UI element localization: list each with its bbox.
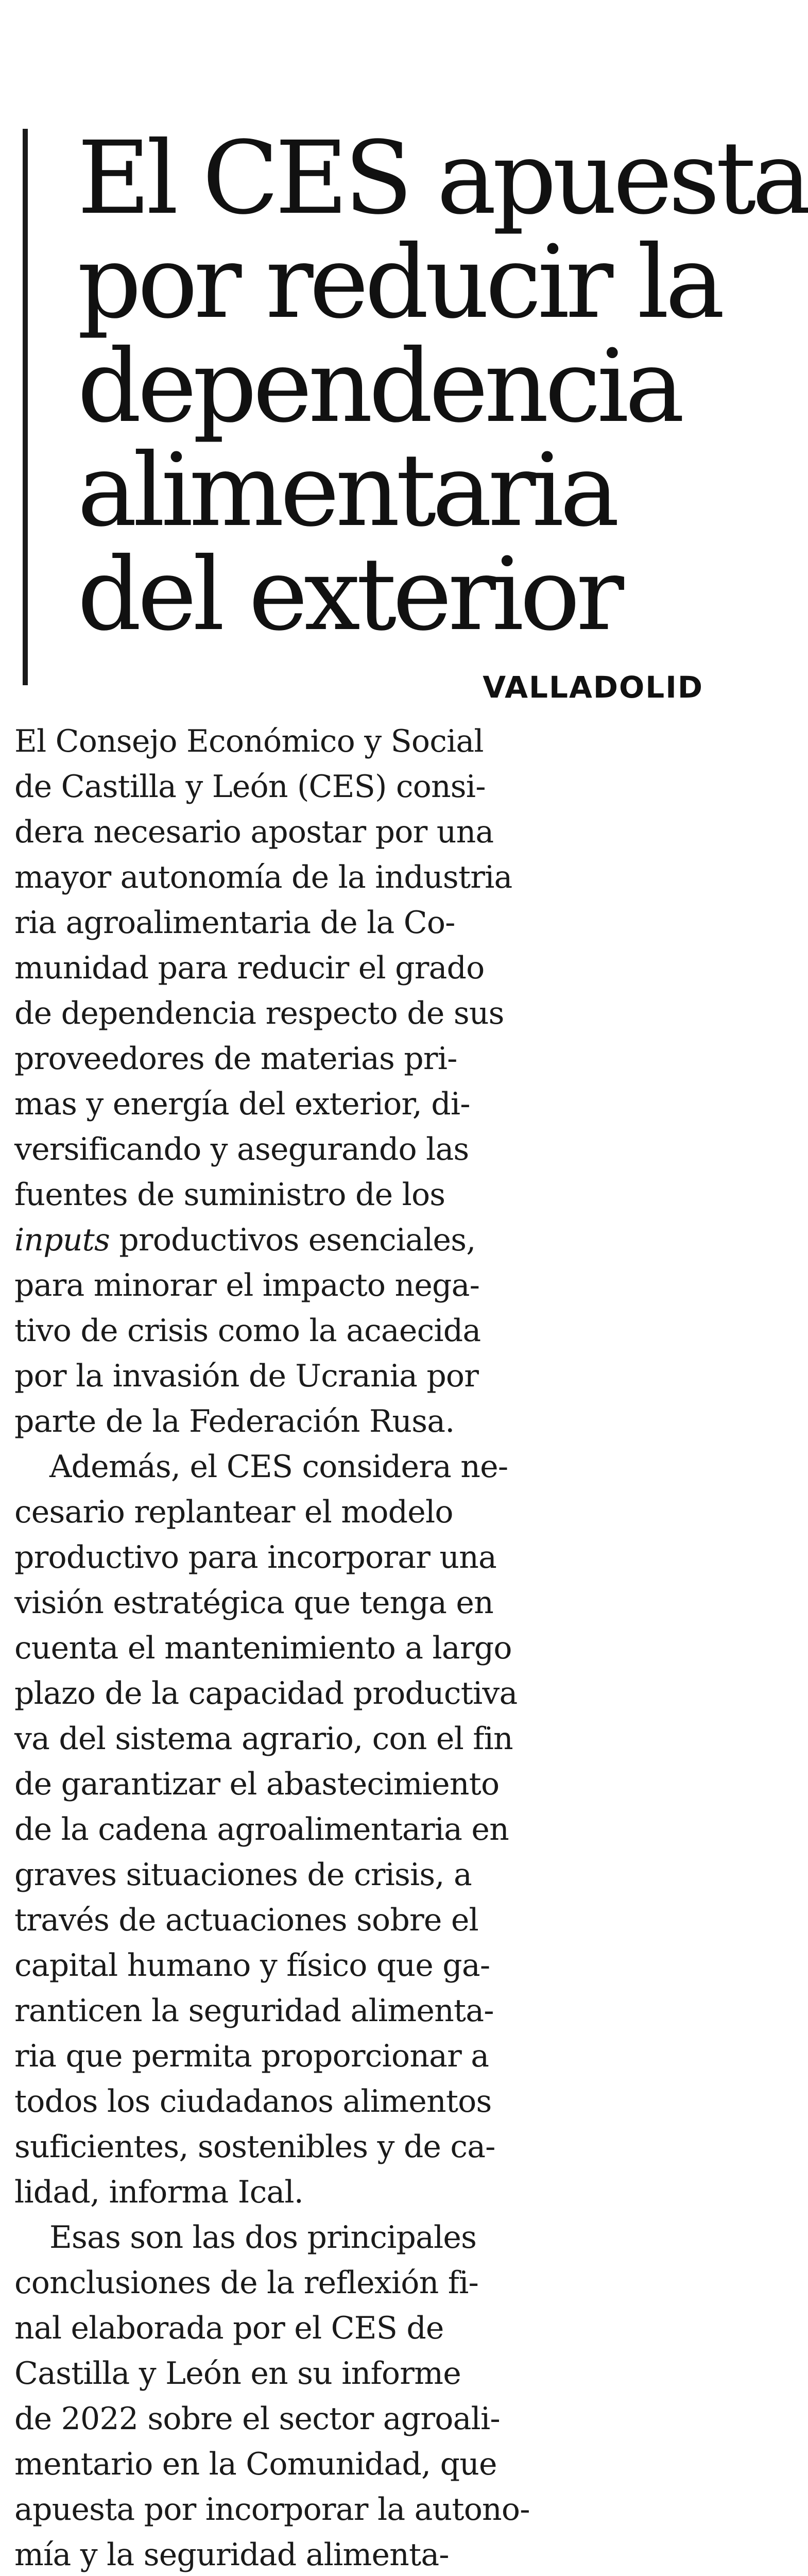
text-line: dera necesario apostar por una <box>14 814 494 850</box>
headline-line: por reducir la <box>77 224 721 341</box>
text-line: de Castilla y León (CES) consi- <box>14 769 486 805</box>
text-line: apuesta por incorporar la autono- <box>14 2492 530 2528</box>
text-line: fuentes de suministro de los <box>14 1177 445 1213</box>
headline-line: dependencia <box>77 328 681 445</box>
text-line: graves situaciones de crisis, a <box>14 1857 472 1893</box>
paragraph-3 <box>14 2215 703 2576</box>
headline-line: El CES apuesta <box>77 120 808 236</box>
text-line: ranticen la seguridad alimenta- <box>14 1993 494 2029</box>
text-line: capital humano y físico que ga- <box>14 1947 490 1984</box>
text-line: munidad para reducir el grado <box>14 950 485 986</box>
dateline: VALLADOLID <box>483 670 703 705</box>
text-line: ria agroalimentaria de la Co- <box>14 905 455 941</box>
paragraph-2 <box>14 1444 703 2215</box>
text-line: mentario en la Comunidad, que <box>14 2446 497 2482</box>
headline <box>77 120 808 653</box>
text-line: mayor autonomía de la industria <box>14 859 512 895</box>
text-line: nal elaborada por el CES de <box>14 2310 444 2346</box>
paragraph-1 <box>14 719 703 1444</box>
text-line: parte de la Federación Rusa. <box>14 1403 455 1439</box>
text-line: plazo de la capacidad productiva <box>14 1675 518 1711</box>
text-line: de la cadena agroalimentaria en <box>14 1811 509 1848</box>
text-line: lidad, informa Ical. <box>14 2174 304 2210</box>
text-line: conclusiones de la reflexión fi- <box>14 2265 478 2301</box>
text-line: ria que permita proporcionar a <box>14 2038 489 2074</box>
headline-line: del exterior <box>77 536 620 653</box>
text-line: Esas son las dos principales <box>49 2219 477 2256</box>
headline-line: alimentaria <box>77 432 616 549</box>
text-line: cuenta el mantenimiento a largo <box>14 1630 512 1666</box>
text-line: de 2022 sobre el sector agroali- <box>14 2401 500 2437</box>
text-fragment: productivos esenciales, <box>110 1222 476 1258</box>
text-line: de garantizar el abastecimiento <box>14 1766 500 1802</box>
text-line: suficientes, sostenibles y de ca- <box>14 2129 495 2165</box>
text-line: por la invasión de Ucrania por <box>14 1358 479 1394</box>
text-line: versificando y asegurando las <box>14 1131 469 1167</box>
text-line: El Consejo Económico y Social <box>14 723 484 759</box>
text-line: todos los ciudadanos alimentos <box>14 2083 492 2120</box>
text-line: mía y la seguridad alimenta- <box>14 2537 449 2573</box>
text-line: productivo para incorporar una <box>14 1539 497 1575</box>
text-line: tivo de crisis como la acaecida <box>14 1313 481 1349</box>
text-line: través de actuaciones sobre el <box>14 1902 478 1938</box>
text-line: para minorar el impacto nega- <box>14 1267 480 1303</box>
text-line: mas y energía del exterior, di- <box>14 1086 470 1122</box>
italic-word: inputs <box>14 1222 110 1258</box>
text-line <box>14 1217 703 1263</box>
text-line: visión estratégica que tenga en <box>14 1585 493 1621</box>
article-body <box>14 719 703 2576</box>
text-line: proveedores de materias pri- <box>14 1041 457 1077</box>
text-line: Además, el CES considera ne- <box>49 1449 508 1485</box>
text-line: va del sistema agrario, con el fin <box>14 1721 513 1757</box>
text-line: de dependencia respecto de sus <box>14 995 504 1031</box>
text-line: Castilla y León en su informe <box>14 2355 461 2392</box>
text-line: cesario replantear el modelo <box>14 1494 453 1530</box>
headline-accent-bar <box>23 129 28 685</box>
